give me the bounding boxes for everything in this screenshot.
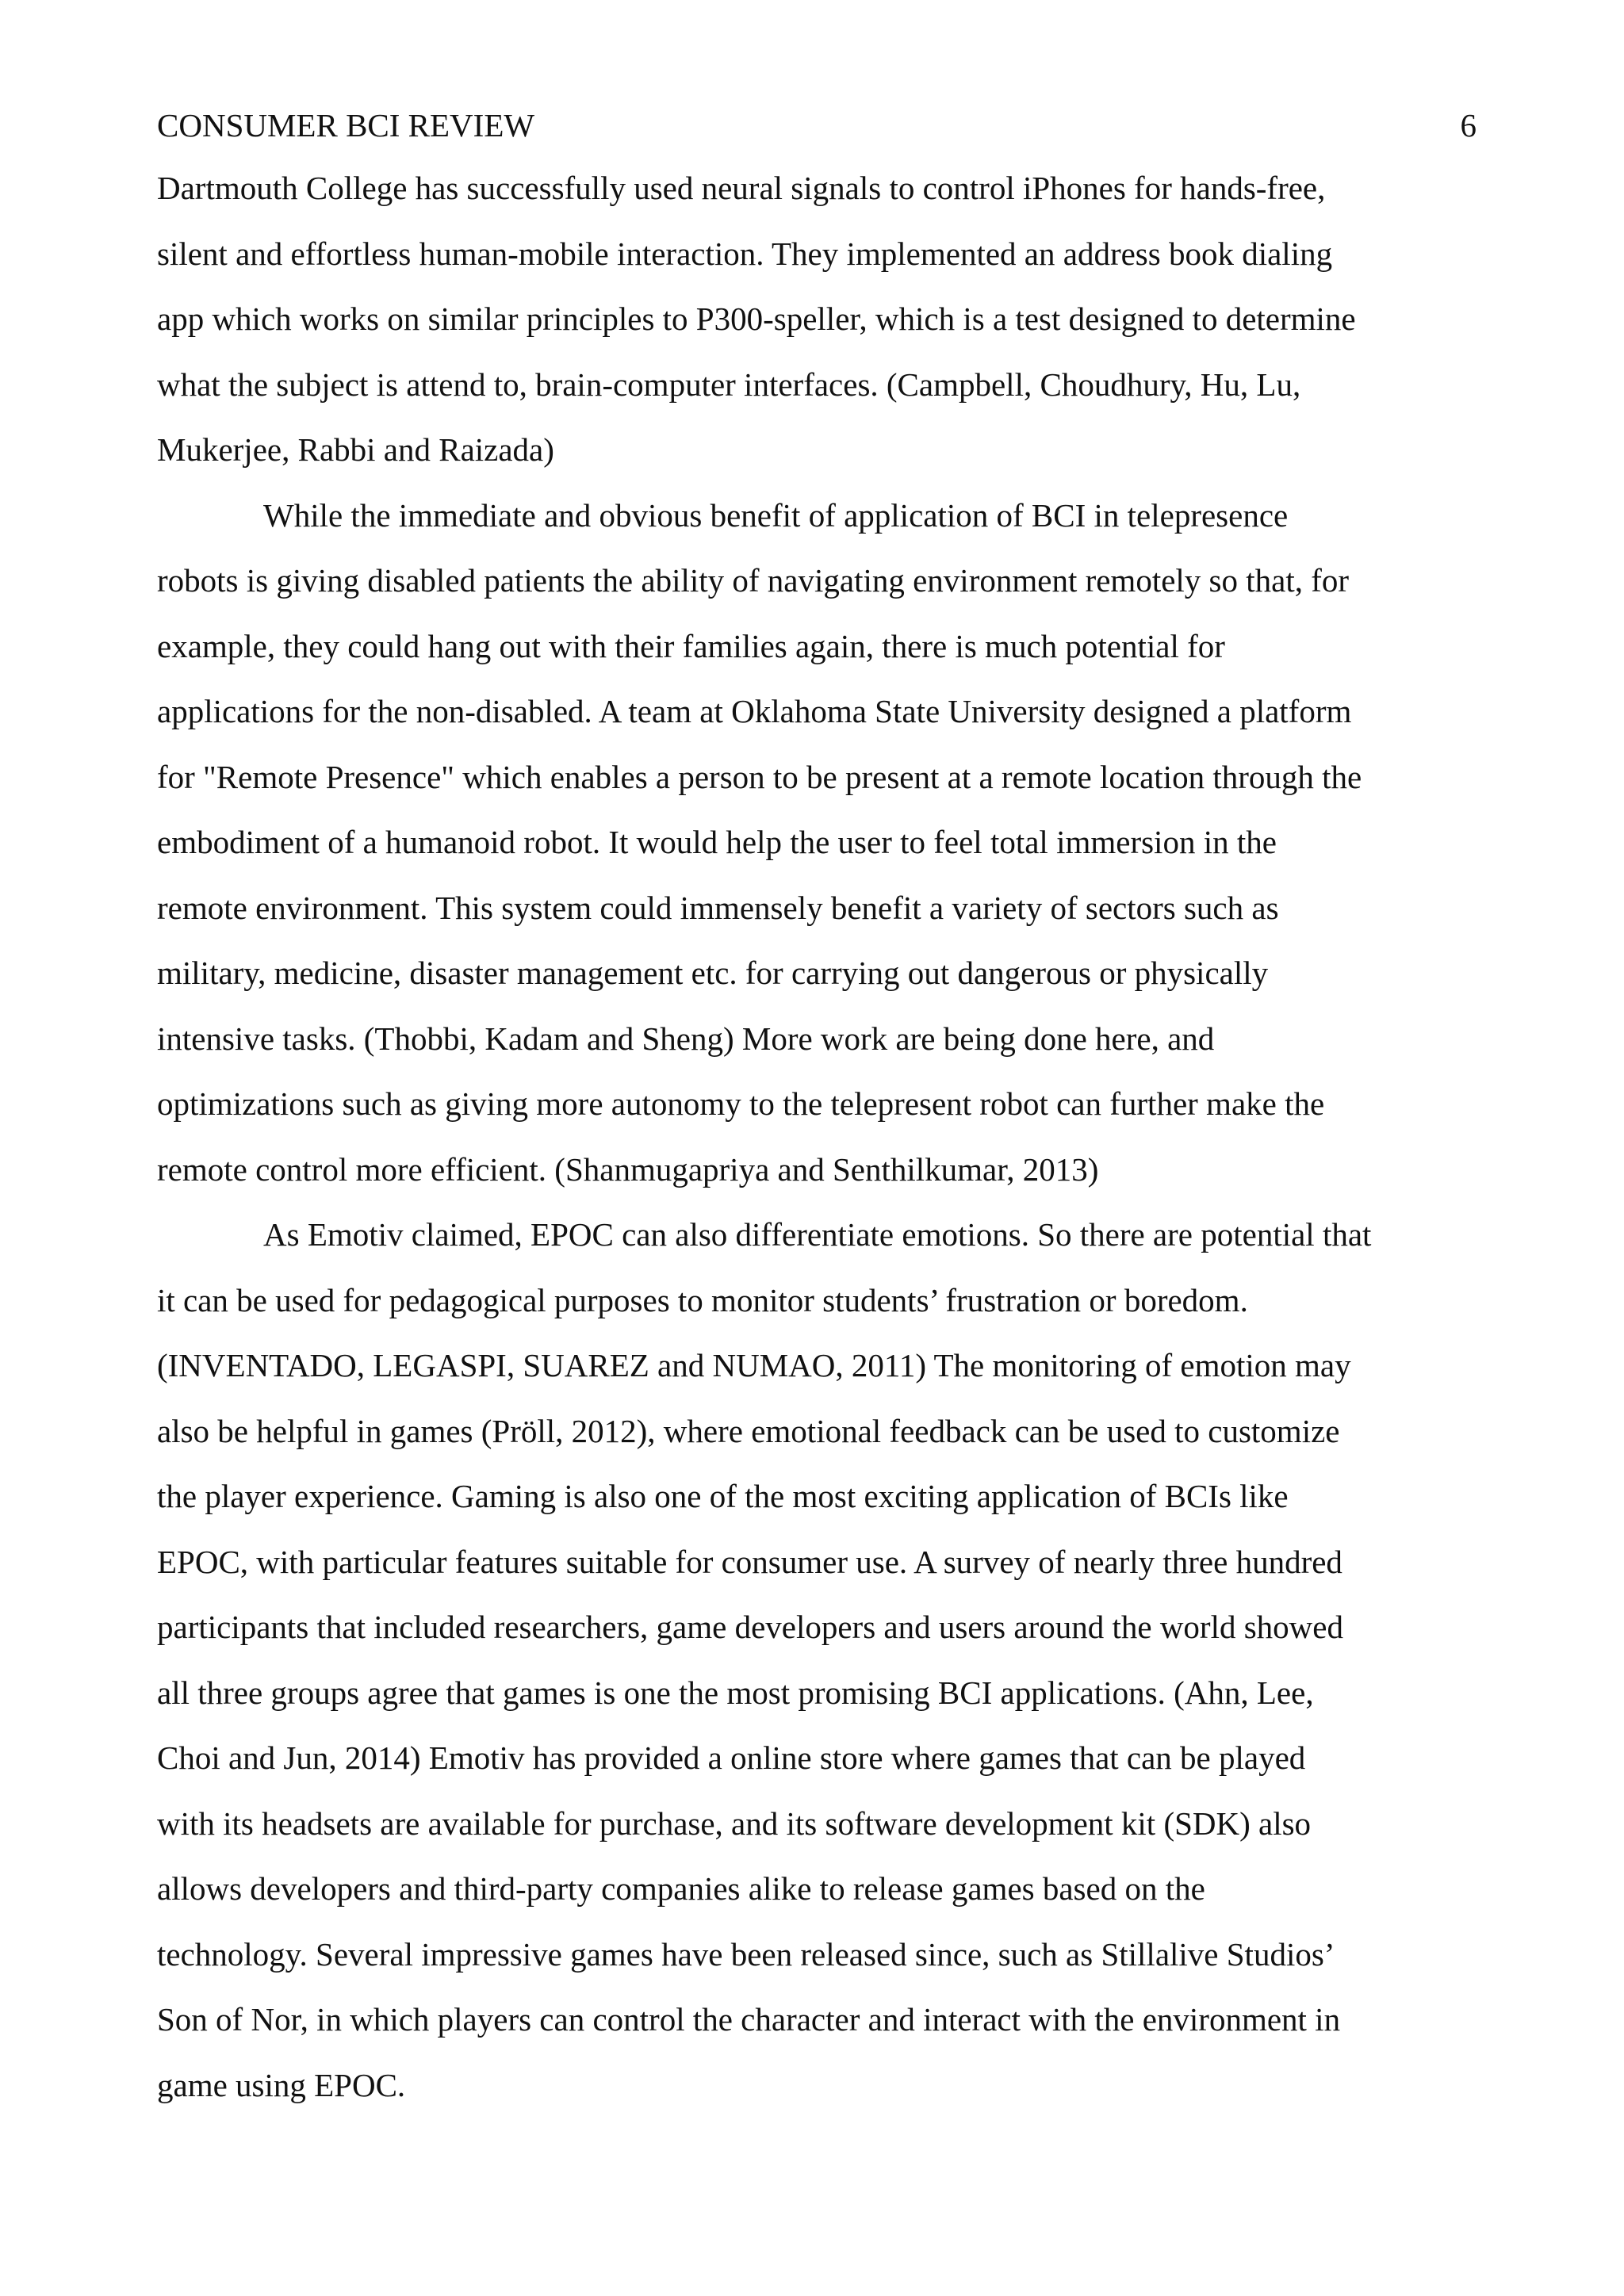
text-line: participants that included researchers, game developers and users around the world showed	[157, 1609, 1343, 1645]
text-line: (INVENTADO, LEGASPI, SUAREZ and NUMAO, 2011) The monitoring of emotion may	[157, 1347, 1351, 1383]
body-text	[157, 155, 1485, 2118]
page-number: 6	[1460, 107, 1477, 144]
text-line: Choi and Jun, 2014) Emotiv has provided a online store where games that can be played	[157, 1739, 1306, 1776]
text-line: it can be used for pedagogical purposes to monitor students’ frustration or boredom.	[157, 1281, 1248, 1318]
text-line: robots is giving disabled patients the ability of navigating environment remotely so that, for	[157, 562, 1350, 599]
text-line: also be helpful in games (Pröll, 2012), where emotional feedback can be used to customize	[157, 1412, 1340, 1449]
text-line: with its headsets are available for purchase, and its software development kit (SDK) also	[157, 1804, 1312, 1842]
text-line: intensive tasks. (Thobbi, Kadam and Sheng) More work are being done here, and	[157, 1020, 1215, 1057]
text-line: allows developers and third-party companies alike to release games based on the	[157, 1870, 1205, 1907]
text-line: While the immediate and obvious benefit of application of BCI in telepresence	[263, 496, 1289, 534]
text-line: silent and effortless human-mobile interaction. They implemented an address book dialing	[157, 235, 1333, 272]
running-head	[157, 101, 1477, 149]
text-line: military, medicine, disaster management etc. for carrying out dangerous or physically	[157, 955, 1269, 991]
text-line: remote environment. This system could immensely benefit a variety of sectors such as	[157, 889, 1279, 926]
text-line: app which works on similar principles to P300-speller, which is a test designed to determine	[157, 300, 1356, 337]
paragraph-dartmouth-iphone	[157, 155, 1485, 483]
text-line: what the subject is attend to, brain-computer interfaces. (Campbell, Choudhury, Hu, Lu,	[157, 365, 1301, 403]
text-line: for "Remote Presence" which enables a person to be present at a remote location through the	[157, 758, 1362, 795]
text-line: embodiment of a humanoid robot. It would help the user to feel total immersion in the	[157, 824, 1277, 860]
text-line: game using EPOC.	[157, 2066, 406, 2103]
running-head-title: CONSUMER BCI REVIEW	[157, 107, 535, 144]
text-line: Son of Nor, in which players can control the character and interact with the environment in	[157, 2001, 1341, 2038]
text-line: EPOC, with particular features suitable for consumer use. A survey of nearly three hundred	[157, 1543, 1342, 1580]
text-line: technology. Several impressive games have been released since, such as Stillalive Studios’	[157, 1935, 1335, 1973]
text-line: optimizations such as giving more autonomy to the telepresent robot can further make the	[157, 1085, 1325, 1122]
text-line: As Emotiv claimed, EPOC can also differentiate emotions. So there are potential that	[263, 1216, 1372, 1253]
text-line: remote control more efficient. (Shanmugapriya and Senthilkumar, 2013)	[157, 1150, 1099, 1188]
text-line: applications for the non-disabled. A team at Oklahoma State University designed a platform	[157, 693, 1352, 729]
text-line: all three groups agree that games is one the most promising BCI applications. (Ahn, Lee,	[157, 1674, 1314, 1711]
paragraph-telepresence	[157, 483, 1485, 1203]
paragraph-emotiv-gaming	[157, 1202, 1485, 2118]
text-line: Dartmouth College has successfully used neural signals to control iPhones for hands-free,	[157, 170, 1326, 206]
text-line: example, they could hang out with their families again, there is much potential for	[157, 627, 1225, 664]
text-line: the player experience. Gaming is also one of the most exciting application of BCIs like	[157, 1478, 1289, 1514]
text-line: Mukerjee, Rabbi and Raizada)	[157, 431, 554, 468]
